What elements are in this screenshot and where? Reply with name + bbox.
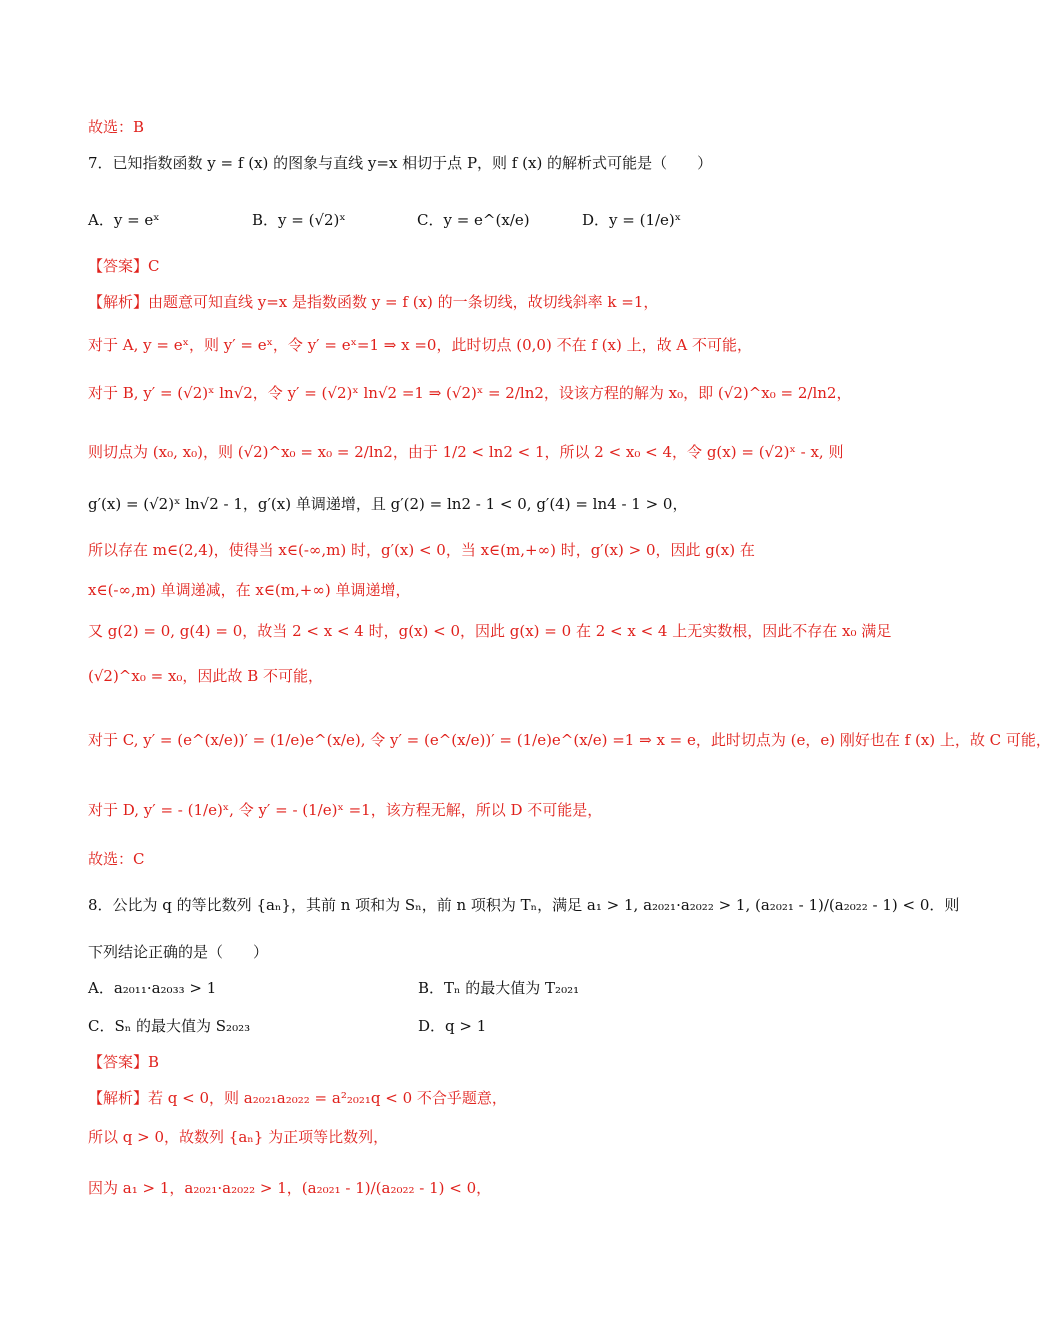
text-line-l01: 故选：B bbox=[88, 118, 145, 136]
option-q8c: C．Sₙ 的最大值为 S₂₀₂₃ bbox=[88, 1017, 251, 1035]
text-line-l13: 又 g(2) = 0, g(4) = 0，故当 2 < x < 4 时，g(x) < 0，因此 g(x) = 0 在 2 < x < 4 上无实数根，因此不存在 x₀ 满足 bbox=[88, 622, 892, 640]
text-line-l11: 所以存在 m∈(2,4)，使得当 x∈(-∞,m) 时，g′(x) < 0，当 x∈(m,+∞) 时，g′(x) > 0，因此 g(x) 在 bbox=[88, 541, 755, 559]
text-line-l14: (√2)^x₀ = x₀，因此故 B 不可能， bbox=[88, 667, 323, 685]
text-line-l15: 对于 C, y′ = (e^(x/e))′ = (1/e)e^(x/e), 令 y′ = (e^(x/e))′ = (1/e)e^(x/e) =1 ⇒ x = e，此时切点为 (e，e) 刚好也在 f (x) 上，故 C 可能， bbox=[88, 731, 1051, 749]
text-line-l19: 下列结论正确的是（ ） bbox=[88, 943, 269, 961]
option-q8b: B．Tₙ 的最大值为 T₂₀₂₁ bbox=[418, 979, 580, 997]
text-line-l06: 【解析】由题意可知直线 y=x 是指数函数 y = f (x) 的一条切线，故切线斜率 k =1， bbox=[88, 293, 659, 311]
text-line-l17: 故选：C bbox=[88, 850, 145, 868]
text-line-l18: 8．公比为 q 的等比数列 {aₙ}，其前 n 项和为 Sₙ，前 n 项积为 Tₙ，满足 a₁ > 1, a₂₀₂₁·a₂₀₂₂ > 1, (a₂₀₂₁ - 1)/(a₂₀₂₂ - 1) < 0．则 bbox=[88, 896, 960, 914]
text-line-l12: x∈(-∞,m) 单调递减，在 x∈(m,+∞) 单调递增， bbox=[88, 581, 411, 599]
text-line-l10: g′(x) = (√2)ˣ ln√2 - 1，g′(x) 单调递增，且 g′(2) = ln2 - 1 < 0, g′(4) = ln4 - 1 > 0， bbox=[88, 495, 688, 513]
text-line-l23: 【解析】若 q < 0，则 a₂₀₂₁a₂₀₂₂ = a²₂₀₂₁q < 0 不合乎题意， bbox=[88, 1089, 507, 1107]
text-line-l05: 【答案】C bbox=[88, 257, 160, 275]
text-line-l09: 则切点为 (x₀, x₀)，则 (√2)^x₀ = x₀ = 2/ln2，由于 1/2 < ln2 < 1，所以 2 < x₀ < 4，令 g(x) = (√2)ˣ - x, 则 bbox=[88, 443, 844, 461]
text-line-l24: 所以 q > 0，故数列 {aₙ} 为正项等比数列， bbox=[88, 1128, 389, 1146]
option-q8d: D．q > 1 bbox=[418, 1017, 487, 1035]
text-line-l02: 7．已知指数函数 y = f (x) 的图象与直线 y=x 相切于点 P，则 f (x) 的解析式可能是（ ） bbox=[88, 154, 713, 172]
option-q7b: B．y = (√2)ˣ bbox=[252, 211, 346, 229]
option-q7c: C．y = e^(x/e) bbox=[417, 211, 530, 229]
text-line-l07: 对于 A, y = eˣ，则 y′ = eˣ，令 y′ = eˣ=1 ⇒ x =0，此时切点 (0,0) 不在 f (x) 上，故 A 不可能， bbox=[88, 336, 752, 354]
text-line-l08: 对于 B, y′ = (√2)ˣ ln√2，令 y′ = (√2)ˣ ln√2 =1 ⇒ (√2)ˣ = 2/ln2，设该方程的解为 x₀，即 (√2)^x₀ = 2/ln2， bbox=[88, 384, 852, 402]
text-line-l22: 【答案】B bbox=[88, 1053, 160, 1071]
option-q7a: A．y = eˣ bbox=[88, 211, 160, 229]
option-q8a: A．a₂₀₁₁·a₂₀₃₃ > 1 bbox=[88, 979, 217, 997]
option-q7d: D．y = (1/e)ˣ bbox=[582, 211, 682, 229]
text-line-l25: 因为 a₁ > 1，a₂₀₂₁·a₂₀₂₂ > 1，(a₂₀₂₁ - 1)/(a₂₀₂₂ - 1) < 0， bbox=[88, 1179, 492, 1197]
text-line-l16: 对于 D, y′ = - (1/e)ˣ, 令 y′ = - (1/e)ˣ =1，该方程无解，所以 D 不可能是， bbox=[88, 801, 603, 819]
